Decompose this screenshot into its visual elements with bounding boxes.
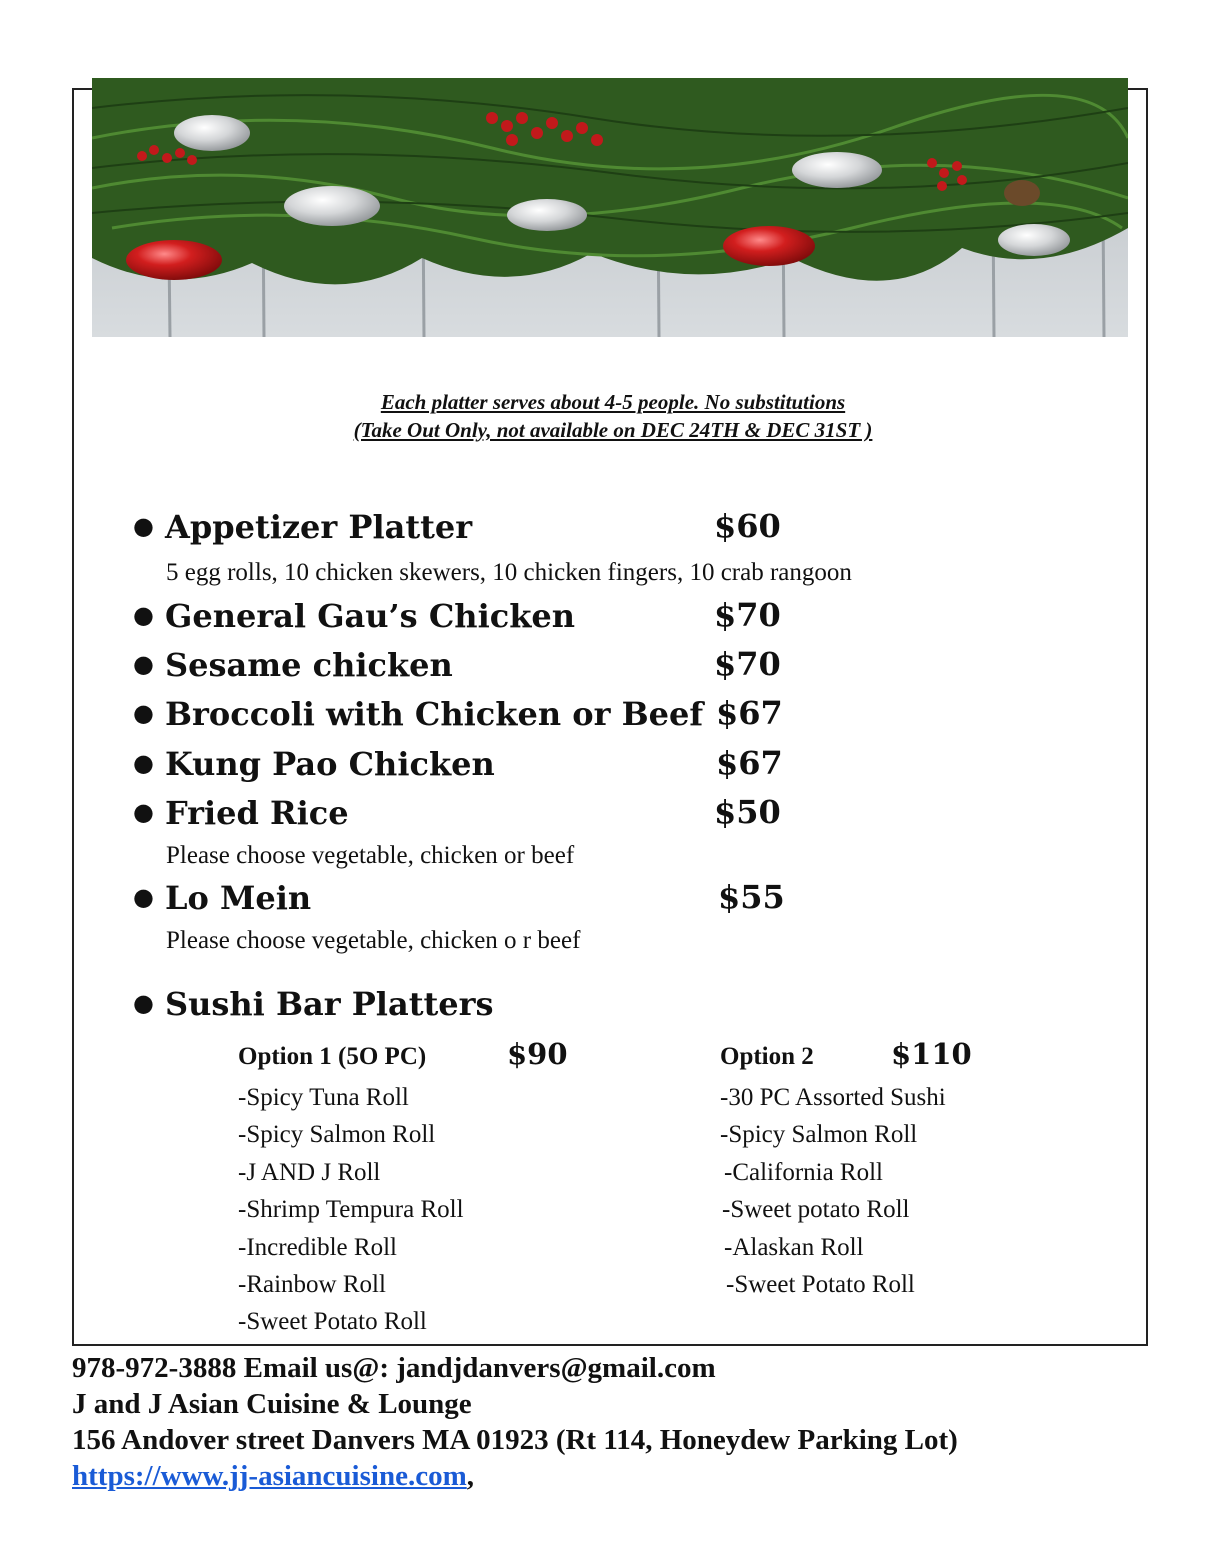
bullet-icon: ● xyxy=(133,748,154,777)
bullet-icon: ● xyxy=(133,882,154,911)
sushi-option-1-title: Option 1 (5O PC) xyxy=(238,1043,427,1070)
bullet-icon: ● xyxy=(133,797,154,826)
bullet-icon: ● xyxy=(133,649,154,678)
roll-item: -Spicy Tuna Roll xyxy=(238,1084,409,1111)
bullet-icon: ● xyxy=(133,698,154,727)
holiday-banner-image xyxy=(92,78,1128,337)
menu-item-appetizer-platter xyxy=(133,506,472,547)
item-name: Sushi Bar Platters xyxy=(165,985,494,1023)
item-name: Kung Pao Chicken xyxy=(165,745,495,783)
roll-item: -30 PC Assorted Sushi xyxy=(720,1084,946,1111)
item-name: Appetizer Platter xyxy=(165,508,473,546)
website-suffix: , xyxy=(466,1460,474,1492)
item-name: Lo Mein xyxy=(165,879,312,917)
item-name: General Gau’s Chicken xyxy=(165,597,575,635)
bullet-icon: ● xyxy=(133,988,154,1017)
roll-item: -Incredible Roll xyxy=(238,1234,397,1261)
menu-item-broccoli xyxy=(133,693,703,734)
restaurant-address: 156 Andover street Danvers MA 01923 (Rt 114, Honeydew Parking Lot) xyxy=(72,1424,958,1456)
serving-note: Each platter serves about 4-5 people. No substitutions xyxy=(380,390,846,414)
restaurant-name: J and J Asian Cuisine & Lounge xyxy=(72,1388,472,1420)
menu-item-sesame-chicken xyxy=(133,644,453,685)
item-description: Please choose vegetable, chicken or beef xyxy=(166,842,575,869)
roll-item: -Spicy Salmon Roll xyxy=(238,1121,436,1148)
bullet-icon: ● xyxy=(133,600,154,629)
contact-line: 978-972-3888 Email us@: jandjdanvers@gmail.com xyxy=(72,1352,716,1384)
roll-item: -California Roll xyxy=(724,1159,883,1186)
availability-note: (Take Out Only, not available on DEC 24TH & DEC 31ST ) xyxy=(353,418,873,442)
menu-item-general-gau-chicken xyxy=(133,595,575,636)
sushi-option-2-title: Option 2 xyxy=(720,1043,814,1070)
roll-item: -Sweet potato Roll xyxy=(722,1196,910,1223)
item-name: Fried Rice xyxy=(165,794,349,832)
item-price: $50 xyxy=(714,793,781,831)
roll-item: -Spicy Salmon Roll xyxy=(720,1121,918,1148)
roll-item: -Shrimp Tempura Roll xyxy=(238,1196,464,1223)
item-price: $60 xyxy=(714,507,781,545)
roll-item: -Sweet Potato Roll xyxy=(238,1308,427,1335)
roll-item: -Rainbow Roll xyxy=(238,1271,386,1298)
menu-item-kung-pao-chicken xyxy=(133,743,495,784)
item-name: Sesame chicken xyxy=(165,646,453,684)
item-description: 5 egg rolls, 10 chicken skewers, 10 chicken fingers, 10 crab rangoon xyxy=(166,559,852,586)
roll-item: -Sweet Potato Roll xyxy=(726,1271,915,1298)
item-price: $55 xyxy=(718,878,785,916)
bullet-icon: ● xyxy=(133,511,154,540)
roll-item: -Alaskan Roll xyxy=(724,1234,864,1261)
item-price: $67 xyxy=(716,694,783,732)
menu-item-lo-mein xyxy=(133,877,311,918)
item-price: $70 xyxy=(714,645,781,683)
sushi-option-2-price: $110 xyxy=(891,1037,972,1071)
item-price: $70 xyxy=(714,596,781,634)
menu-item-sushi-bar-platters xyxy=(133,983,493,1024)
roll-item: -J AND J Roll xyxy=(238,1159,381,1186)
website-line xyxy=(72,1458,474,1494)
sushi-option-1-price: $90 xyxy=(507,1037,568,1071)
item-price: $67 xyxy=(716,744,783,782)
item-description: Please choose vegetable, chicken o r beef xyxy=(166,927,581,954)
item-name: Broccoli with Chicken or Beef xyxy=(165,695,704,733)
website-link[interactable]: https://www.jj-asiancuisine.com xyxy=(72,1460,467,1492)
menu-item-fried-rice xyxy=(133,792,349,833)
